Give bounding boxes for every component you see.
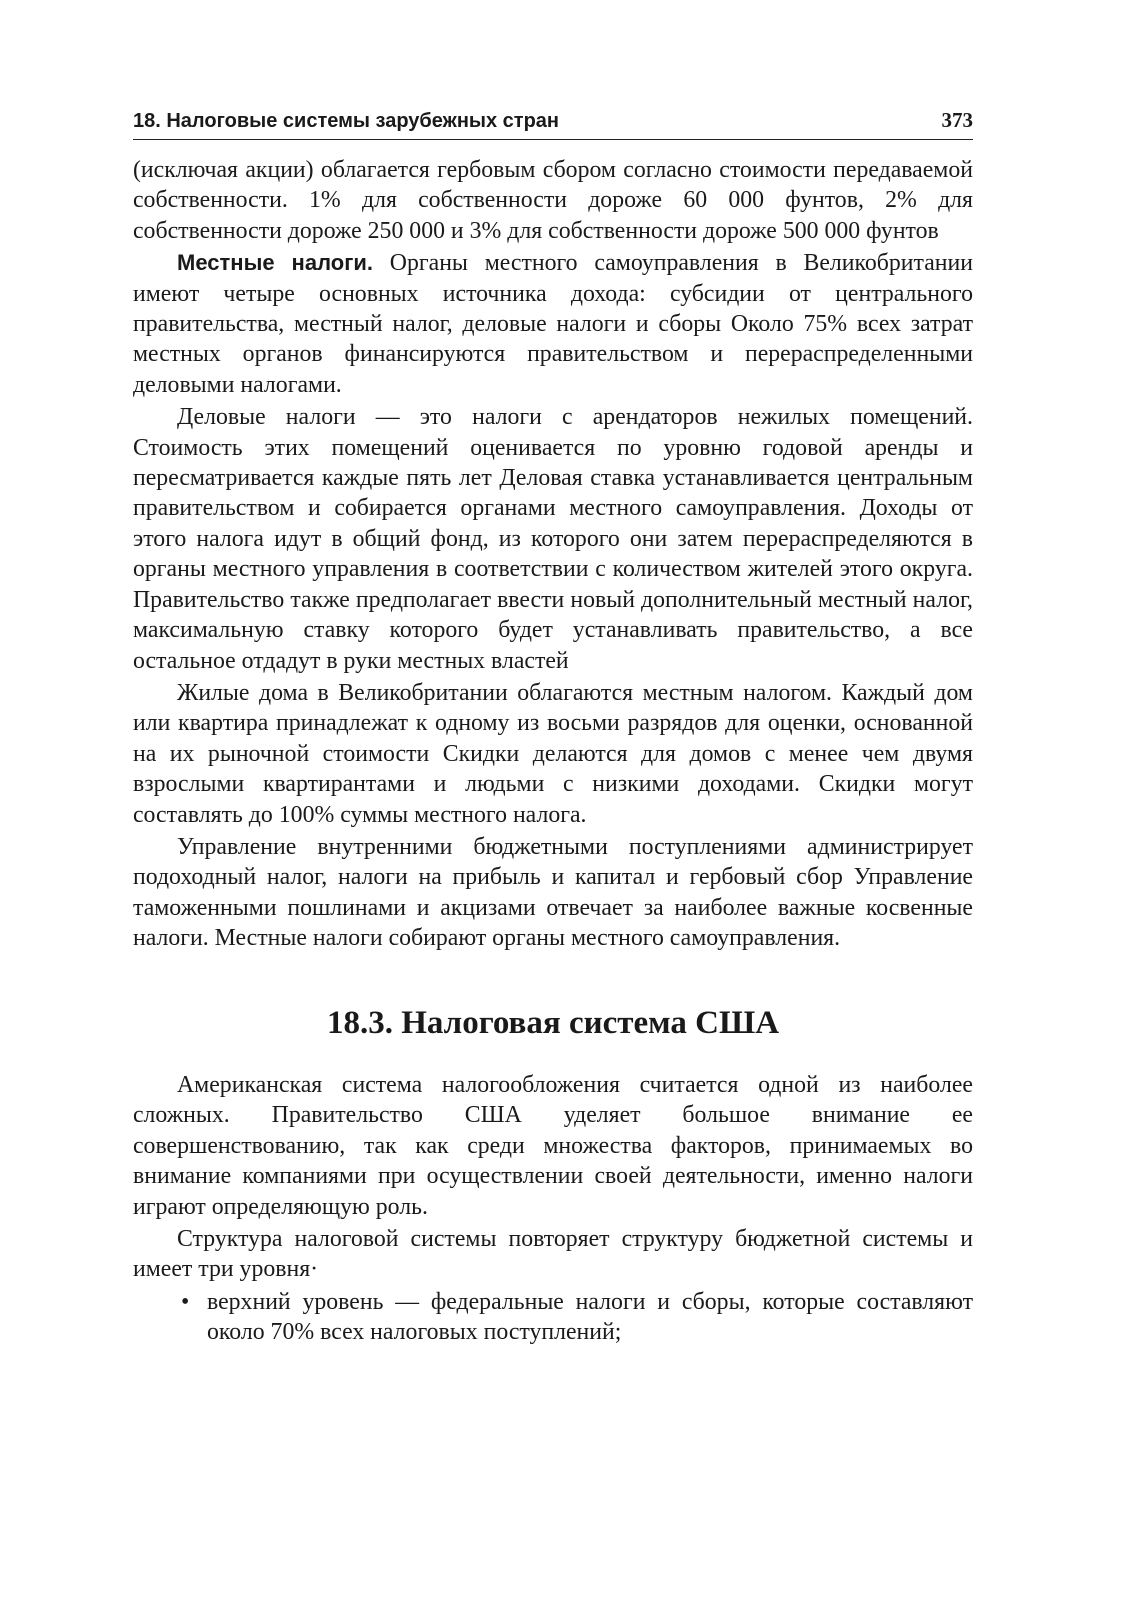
book-page	[133, 108, 973, 1348]
paragraph-us-structure: Структура налоговой системы повторяет структуру бюджетной системы и имеет три уровня·	[133, 1226, 973, 1283]
paragraph-us-intro: Американская система налогообложения считается одной из наиболее сложных. Правительство США уделяет большое внимание ее совершенствованию, так как среди множества факторов, принимаемых во внимание компаниями при осуществлении своей деятельности, именно налоги играют определяющую роль.	[133, 1071, 973, 1220]
paragraph-business-taxes: Деловые налоги — это налоги с арендаторов нежилых помещений. Стоимость этих помещений оценивается по уровню годовой аренды и пересматривается каждые пять лет Деловая ставка устанавливается центральным правительством и собирается органами местного самоуправления. Доходы от этого налога идут в общий фонд, из которого они затем перераспределяются в органы местного управления в соответствии с количеством жителей этого округа. Правительство также предполагает ввести новый дополнительный местный налог, максимальную ставку которого будет устанавливать правительство, а все остальное отдадут в руки местных властей	[133, 404, 973, 674]
paragraph-residential-taxes: Жилые дома в Великобритании облагаются местным налогом. Каждый дом или квартира принадлежат к одному из восьми разрядов для оценки, основанной на их рыночной стоимости Скидки делаются для домов с менее чем двумя взрослыми квартирантами и людьми с низкими доходами. Скидки могут составлять до 100% суммы местного налога.	[133, 679, 973, 828]
paragraph-text: Органы местного самоуправления в Великобритании имеют четыре основных источника дохода: субсидии от центрального правительства, местный налог, деловые налоги и сборы Около 75% всех затрат местных органов финансируются правительством и перераспределенными деловыми налогами.	[133, 250, 973, 398]
run-in-heading: Местные налоги.	[177, 250, 373, 276]
page-number: 373	[941, 108, 973, 132]
chapter-title: 18. Налоговые системы зарубежных стран	[133, 110, 559, 132]
section-heading: 18.3. Налоговая система США	[326, 1004, 780, 1041]
bullet-list	[133, 1287, 973, 1348]
list-item-text: верхний уровень — федеральные налоги и сборы, которые составляют около 70% всех налоговых поступлений;	[207, 1288, 973, 1346]
list-item	[133, 1287, 973, 1348]
bullet-icon: •	[181, 1288, 190, 1315]
paragraph-continuation: (исключая акции) облагается гербовым сбором согласно стоимости передаваемой собственности. 1% для собственности дороже 60 000 фунтов, 2% для собственности дороже 250 000 и 3% для собственности дороже 500 000 фунтов	[133, 157, 973, 244]
paragraph-tax-administration: Управление внутренними бюджетными поступлениями администрирует подоходный налог, налоги на прибыль и капитал и гербовый сбор Управление таможенными пошлинами и акцизами отвечает за наиболее важные косвенные налоги. Местные налоги собирают органы местного самоуправления.	[133, 833, 973, 952]
paragraph-local-taxes	[133, 248, 973, 400]
running-head	[133, 108, 973, 140]
body-text	[133, 155, 973, 1348]
